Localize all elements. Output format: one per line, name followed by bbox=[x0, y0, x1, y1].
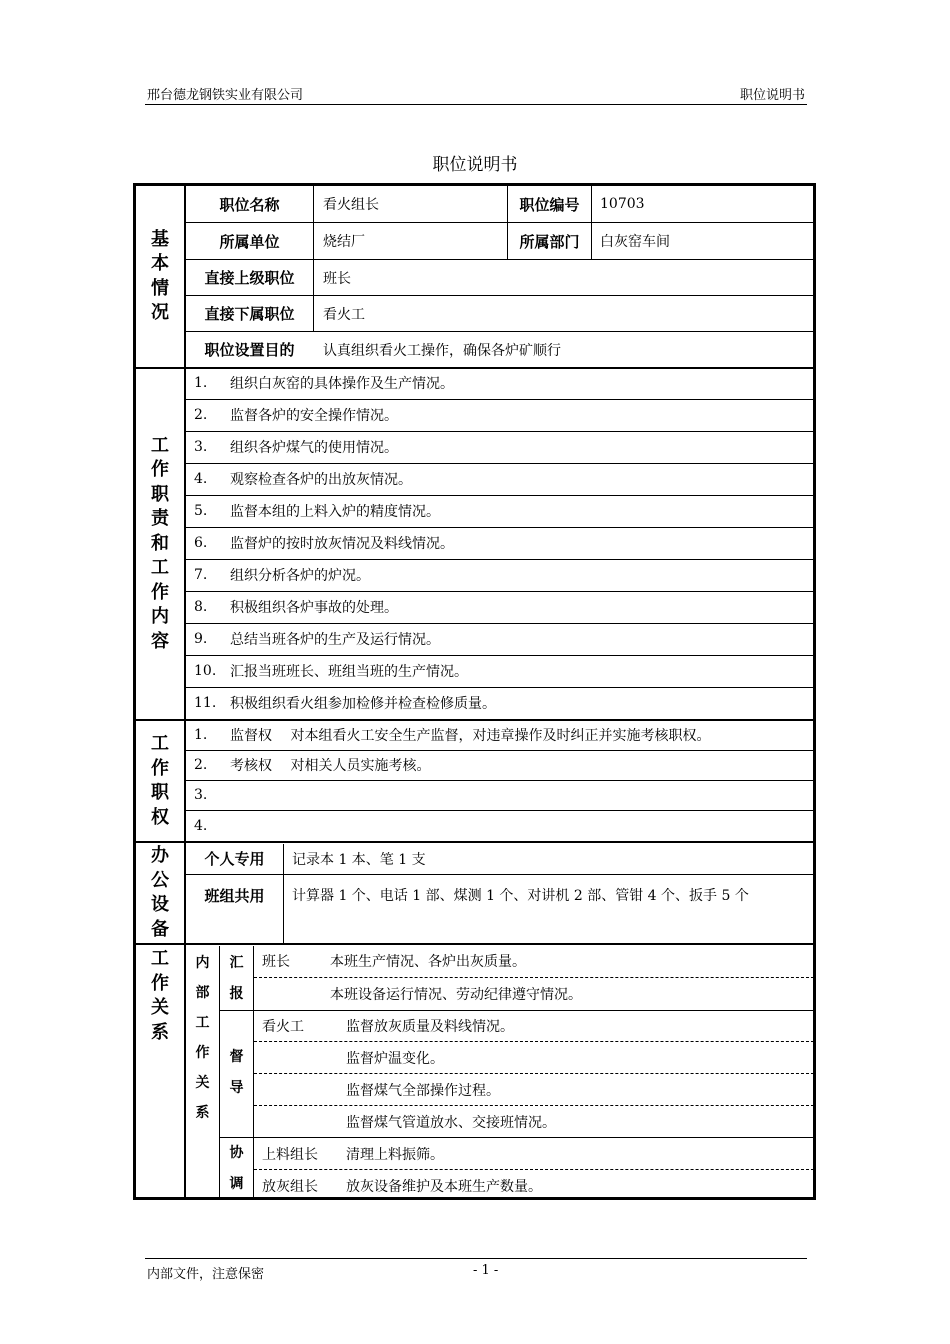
dashed-rule bbox=[254, 977, 814, 978]
supervise-what: 监督炉温变化。 bbox=[346, 1051, 444, 1067]
coordinate-what: 放灰设备维护及本班生产数量。 bbox=[346, 1179, 542, 1195]
duty-item: 2. 监督各炉的安全操作情况。 bbox=[194, 407, 398, 424]
shared-label: 班组共用 bbox=[204, 886, 265, 905]
duty-item: 4. 观察检查各炉的出放灰情况。 bbox=[194, 471, 412, 488]
section-authority-label: 工 作 职 权 bbox=[151, 733, 169, 828]
dept-label: 所属部门 bbox=[519, 232, 580, 251]
section-equipment-label: 办 公 设 备 bbox=[151, 845, 169, 940]
section-basic-label: 基 本 情 况 bbox=[151, 228, 169, 323]
relations-divider-2 bbox=[253, 946, 254, 1197]
duty-item: 10. 汇报当班班长、班组当班的生产情况。 bbox=[194, 663, 468, 680]
coordinate-label: 协 调 bbox=[229, 1145, 244, 1192]
supervise-what: 监督煤气全部操作过程。 bbox=[346, 1083, 500, 1099]
supervise-what: 监督煤气管道放水、交接班情况。 bbox=[346, 1115, 556, 1131]
supervise-what: 监督放灰质量及料线情况。 bbox=[346, 1019, 514, 1035]
dashed-rule bbox=[254, 1073, 814, 1074]
coordinate-who: 放灰组长 bbox=[262, 1179, 318, 1195]
unit-value: 烧结厂 bbox=[323, 234, 365, 250]
purpose-value: 认真组织看火工操作，确保各炉矿顺行 bbox=[323, 342, 561, 359]
duty-item: 5. 监督本组的上料入炉的精度情况。 bbox=[194, 503, 440, 520]
superior-value: 班长 bbox=[323, 270, 351, 287]
dashed-rule bbox=[254, 1105, 814, 1106]
rule bbox=[220, 1010, 814, 1011]
company-name: 邢台德龙钢铁实业有限公司 bbox=[147, 88, 304, 103]
duty-item: 8. 积极组织各炉事故的处理。 bbox=[194, 599, 398, 616]
authority-item: 2. 考核权 对相关人员实施考核。 bbox=[194, 757, 431, 774]
page-footer bbox=[145, 1258, 807, 1282]
report-what: 本班生产情况、各炉出灰质量。 bbox=[330, 954, 526, 970]
purpose-label: 职位设置目的 bbox=[204, 341, 295, 359]
internal-relations-label: 内 部 工 作 关 系 bbox=[195, 955, 210, 1121]
subordinate-value: 看火工 bbox=[323, 306, 365, 323]
section-relations-label: 工 作 关 系 bbox=[151, 948, 169, 1043]
duty-item: 3. 组织各炉煤气的使用情况。 bbox=[194, 439, 398, 456]
report-who: 班长 bbox=[262, 954, 290, 970]
pos-name-value: 看火组长 bbox=[323, 197, 379, 213]
personal-value: 记录本 1 本、笔 1 支 bbox=[292, 851, 426, 868]
equipment-divider bbox=[283, 844, 284, 944]
duty-item: 9. 总结当班各炉的生产及运行情况。 bbox=[194, 631, 440, 648]
page-header bbox=[145, 82, 807, 105]
duty-item: 1. 组织白灰窑的具体操作及生产情况。 bbox=[194, 375, 454, 392]
authority-item: 3. bbox=[194, 787, 208, 803]
authority-item: 4. bbox=[194, 817, 208, 834]
supervise-who: 看火工 bbox=[262, 1019, 304, 1035]
personal-label: 个人专用 bbox=[204, 850, 265, 868]
dashed-rule bbox=[254, 1169, 814, 1170]
confidential-note: 内部文件，注意保密 bbox=[147, 1267, 265, 1282]
dept-value: 白灰窑车间 bbox=[600, 234, 670, 250]
coordinate-who: 上料组长 bbox=[262, 1147, 318, 1163]
basic-divider-3 bbox=[591, 186, 592, 260]
shared-value: 计算器 1 个、电话 1 部、煤测 1 个、对讲机 2 部、管钳 4 个、扳手 5 个 bbox=[292, 888, 749, 904]
duty-item: 11. 积极组织看火组参加检修并检查检修质量。 bbox=[194, 695, 496, 712]
header-doc-type: 职位说明书 bbox=[739, 88, 805, 103]
duty-item: 6. 监督炉的按时放灰情况及料线情况。 bbox=[194, 535, 454, 552]
page-number: - 1 - bbox=[473, 1263, 499, 1278]
pos-code-value: 10703 bbox=[600, 196, 645, 212]
unit-label: 所属单位 bbox=[219, 232, 280, 251]
pos-name-label: 职位名称 bbox=[219, 195, 280, 214]
dashed-rule bbox=[254, 1041, 814, 1042]
subordinate-label: 直接下属职位 bbox=[204, 305, 295, 323]
coordinate-what: 清理上料振筛。 bbox=[346, 1147, 444, 1163]
report-label: 汇 报 bbox=[229, 955, 244, 1002]
page-title: 职位说明书 bbox=[432, 155, 518, 175]
authority-item: 1. 监督权 对本组看火工安全生产监督，对违章操作及时纠正并实施考核职权。 bbox=[194, 727, 711, 744]
rule bbox=[220, 1137, 814, 1138]
duty-item: 7. 组织分析各炉的炉况。 bbox=[194, 567, 370, 584]
supervise-label: 督 导 bbox=[229, 1049, 244, 1096]
section-duties-label: 工 作 职 责 和 工 作 内 容 bbox=[151, 434, 169, 652]
report-what: 本班设备运行情况、劳动纪律遵守情况。 bbox=[330, 987, 582, 1003]
superior-label: 直接上级职位 bbox=[204, 269, 295, 287]
section-rule bbox=[136, 943, 814, 945]
pos-code-label: 职位编号 bbox=[519, 195, 580, 214]
